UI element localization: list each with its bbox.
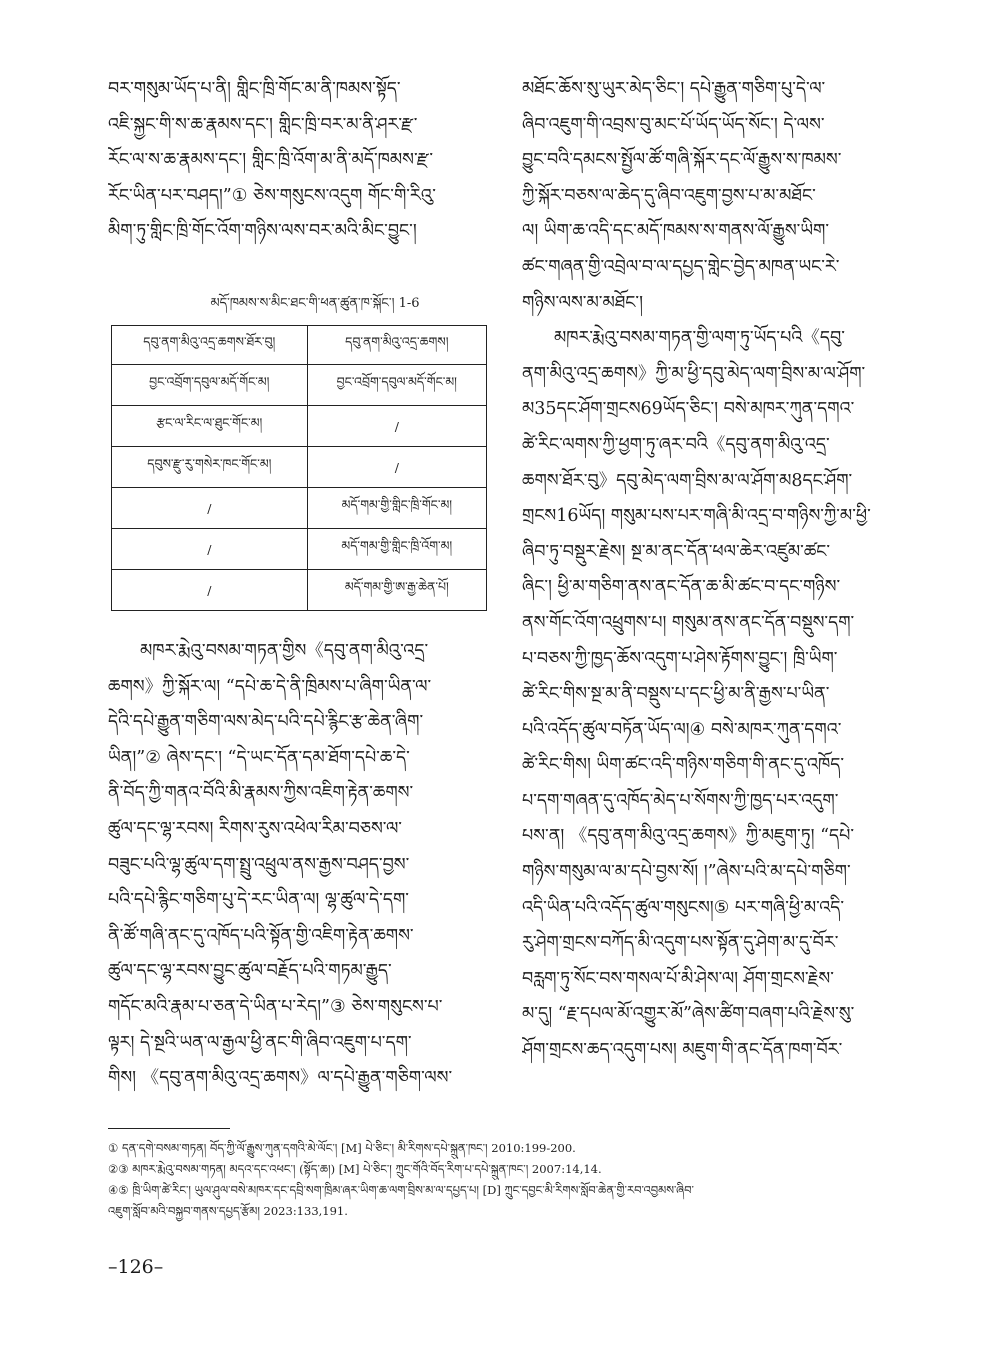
body-text-line: མཁར་རྨེའུ་བསམ་གཏན་གྱི་ལག་ཏུ་ཡོད་པའི《དབུ་	[554, 328, 845, 349]
footnote-line: ① དན་དགེ་བསམ་གཏན། བོད་ཀྱི་ལོ་རྒྱུས་ཀུན་དགའི་མེ་ལོང་། [M] པེ་ཅིང་། མི་རིགས་དཔེ་སྐྲུན་ཁང་། 2010:199-200.	[108, 1141, 576, 1155]
table-header-row	[112, 326, 487, 365]
body-text-line: མ་དུ། “རྗ་དཔལ་མོ་འགྱུར་མོ”ཞེས་ཚིག་བཞག་པའི་རྗེས་སུ་	[522, 1004, 855, 1025]
footnote-divider	[108, 1128, 230, 1129]
table-cell: /	[112, 570, 308, 611]
footnote-line: ②③ མཁར་རྨེའུ་བསམ་གཏན། མདའ་དང་འཕང་། (སྟོད་ཆ།) [M] པེ་ཅིང་། ཀྲུང་གོའི་བོད་རིག་པ་དཔེ་སྐྲུན་ཁང་། 2007:14,14.	[108, 1162, 602, 1176]
table-cell: དབུས་རྫུ་རུ་གསེར་ཁང་གོང་མ།	[112, 447, 308, 488]
left-column-bottom	[108, 634, 498, 1097]
body-text-line: མིག་ཏུ་གླིང་ཁྲི་གོང་འོག་གཉིས་ལས་བར་མའི་མིང་བྱུང་།	[108, 221, 417, 242]
right-column	[522, 72, 906, 1069]
body-text-line: རོང་ལ་ས་ཆ་རྣམས་དང་། གླིང་ཁྲི་འོག་མ་ནི་མདོ་ཁམས་རྫ་	[108, 150, 434, 171]
body-text-line: ཚང་གཞན་གྱི་འབྲེལ་བ་ལ་དཔྱད་གླེང་བྱེད་མཁན་ཡང་རེ་	[522, 256, 840, 277]
body-text-line: གདོང་མའི་རྣམ་པ་ཅན་དེ་ཡིན་པ་རེད།”③ ཅེས་གསུངས་པ་	[108, 996, 443, 1017]
body-text-line: ནི་བོད་ཀྱི་གནའ་བོའི་མི་རྣམས་ཀྱིས་འཇིག་རྟེན་ཆགས་	[108, 783, 414, 804]
table-row	[112, 406, 487, 447]
body-text-line: ལ། ཡིག་ཆ་འདི་དང་མདོ་ཁམས་ས་གནས་ལོ་རྒྱུས་ཡིག་	[522, 221, 830, 242]
footnote-line: འཇུག་སློབ་མའི་བསྐྱབ་གནས་དཔྱད་རྩོམ། 2023:133,191.	[108, 1204, 348, 1218]
body-text-line: ཚུལ་དང་ལྷ་རབས། རིགས་རུས་འཕེལ་རིམ་བཅས་ལ་	[108, 818, 402, 839]
table-row	[112, 365, 487, 406]
body-text-line: པ་བཅས་ཀྱི་ཁྱད་ཆོས་འདུག་པ་ཤེས་རྟོགས་བྱུང་། ཁྲི་ཡིག་	[522, 648, 838, 669]
body-text-line: ཆགས་ཐོར་བུ》དབུ་མེད་ལག་བྲིས་མ་ལ་ཤོག་མ8དང་ཤོག་	[522, 470, 853, 491]
body-text-line: དེའི་དཔེ་རྒྱུན་གཅིག་ལས་མེད་པའི་དཔེ་རྙིང་རྩ་ཆེན་ཞིག་	[108, 712, 424, 733]
body-text-line: གིས། 《དབུ་ནག་མིའུ་འདྲ་ཆགས》ལ་དཔེ་རྒྱུན་གཅིག་ལས་	[108, 1068, 453, 1089]
body-text-line: མ35དང་ཤོག་གྲངས69ཡོད་ཅིང་། བསེ་མཁར་ཀུན་དགའ་	[522, 399, 855, 420]
body-text-line: ཚེ་རིང་ལགས་ཀྱི་ཕྱག་ཏུ་ཞར་བའི《དབུ་ནག་མིའུ་འདྲ་	[522, 434, 830, 455]
body-text-line: མཐོང་ཆོས་སུ་ཡུར་མེད་ཅིང་། དཔེ་རྒྱུན་གཅིག་པུ་དེ་ལ་	[522, 79, 826, 99]
body-text-line: མཁར་རྨེའུ་བསམ་གཏན་གྱིས《དབུ་ནག་མིའུ་འདྲ་	[140, 641, 429, 661]
body-text-line: པའི་དཔེ་རྙིང་གཅིག་པུ་དེ་རང་ཡིན་ལ། ལྷ་ཚུལ་དེ་དག་	[108, 890, 409, 911]
table-cell: མདོ་གམ་གྱི་ཨ་རྒྱ་ཆེན་པོ།	[307, 570, 486, 611]
table-cell: /	[112, 488, 308, 529]
body-text-line: བྱུང་བའི་དམངས་སྤྱོལ་ཚོ་གཞི་སྐོར་དང་ལོ་རྒྱུས་ས་ཁམས་	[522, 150, 842, 171]
body-text-line: ཚེ་རིང་གིས་སྔ་མ་ནི་བསྡུས་པ་དང་ཕྱི་མ་ནི་རྒྱས་པ་ཡིན་	[522, 684, 830, 705]
body-text-line: ནི་ཚོ་གཞི་ནང་དུ་འཁོད་པའི་སྟོན་གྱི་འཇིག་རྟེན་ཆགས་	[108, 925, 414, 946]
body-text-line: ཚེ་རིང་གིས། ཡིག་ཚང་འདི་གཉིས་གཅིག་གི་ནང་དུ་འཁོད་	[522, 755, 845, 776]
body-text-line: ཞིབ་ཏུ་བསྡུར་རྗེས། སྔ་མ་ནང་དོན་ཕལ་ཆེར་འཛུམ་ཚང་	[522, 541, 831, 562]
body-text-line: ཡིན།”② ཞེས་དང་། “དེ་ཡང་དོན་དམ་ཐོག་དཔེ་ཆ་དེ་	[108, 747, 410, 768]
body-text-line: པའི་འདོད་ཚུལ་བཏོན་ཡོད་ལ།④ བསེ་མཁར་ཀུན་དགའ་	[522, 719, 842, 740]
comparison-table	[111, 325, 487, 611]
body-text-line: འཇི་སྐྱང་གི་ས་ཆ་རྣམས་དང་། གླིང་ཁྲི་བར་མ་ནི་ཤར་རྫ་	[108, 114, 418, 135]
body-text-line: ཞིབ་འཇུག་གི་འབྲས་བུ་མང་པོ་ཡོད་ཡོད་སོང་། དེ་ལས་	[522, 114, 825, 135]
table-cell: རྩང་ལ་རིང་ལ་ཐུང་གོང་མ།	[112, 406, 308, 447]
body-text-line: བར་གསུམ་ཡོད་པ་ནི། གླིང་ཁྲི་གོང་མ་ནི་ཁམས་སྟོད་	[108, 79, 401, 99]
body-text-line: གཉིས་གསུམ་ལ་མ་དཔེ་བྱས་སོ། །”ཞེས་པའི་མ་དཔེ་གཅིག་	[522, 862, 851, 883]
table-cell: /	[307, 406, 486, 447]
body-text-line: པ་དག་གཞན་དུ་འཁོད་མེད་པ་སོགས་ཀྱི་ཁྱད་པར་འདུག་	[522, 790, 839, 811]
body-text-line: ནག་མིའུ་འདྲ་ཆགས》ཀྱི་མ་ཕྱི་དབུ་མེད་ལག་བྲིས་མ་ལ་ཤོག་	[522, 363, 866, 384]
page-number: –126–	[108, 1256, 164, 1278]
body-text-line: ཚུལ་དང་ལྷ་རབས་བྱུང་ཚུལ་བརྗོད་པའི་གཏམ་རྒྱུད་	[108, 961, 392, 982]
table-cell: བྱང་འབྲོག་དབུལ་མདོ་གོང་མ།	[307, 365, 486, 406]
table-cell: མདོ་གམ་གྱི་གླིང་ཁྲི་འོག་མ།	[307, 529, 486, 570]
body-text-line: ཞིང་། ཕྱི་མ་གཅིག་ནས་ནང་དོན་ཆ་མི་ཚང་བ་དང་གཉིས་	[522, 577, 841, 598]
body-text-line: གཉིས་ལས་མ་མཐོང་།	[522, 292, 643, 313]
body-text-line: ཤོག་གྲངས་ཆད་འདུག་པས། མཇུག་གི་ནང་དོན་ཁག་བོར་	[522, 1040, 843, 1061]
body-text-line: བརླག་ཏུ་སོང་བས་གསལ་པོ་མི་ཤེས་ལ། ཤོག་གྲངས་རྗེས་	[522, 968, 834, 989]
table-cell: /	[307, 447, 486, 488]
table-caption: མདོ་ཁམས་ས་མིང་ཐང་གི་ཕན་ཚུན་ཁ་སྐོང་། 1-6	[210, 296, 420, 311]
table-row	[112, 570, 487, 611]
body-text-line: བཟུང་པའི་ལྷ་ཚུལ་དག་སྤྲུ་འཕྲུལ་ནས་རྒྱས་བཤད་བྱས་	[108, 854, 410, 875]
table-cell: མདོ་གམ་གྱི་གླིང་ཁྲི་གོང་མ།	[307, 488, 486, 529]
body-text-line: རོང་ཡིན་པར་བཤད།”① ཅེས་གསུངས་འདུག གོང་གི་རིའུ་	[108, 185, 436, 206]
body-text-line: ནས་གོང་འོག་འཕྲུགས་པ། གསུམ་ནས་ནང་དོན་བསྡུས་དག་	[522, 612, 855, 633]
footnote-line: ④⑤ ཁྲི་ཡིག་ཚེ་རིང་། ཡུལ་ཤུལ་བསེ་མཁར་དང་དབྲི་སག་ཁྲིམ་ཞར་ཡིག་ཆ་ལག་བྲིས་མ་ལ་དཔྱད་པ། [D] ཀྲུང་དབྱང་མི་རིགས་སློབ་ཆེན་གྱི་རབ་འབྱམས་ཞིབ་	[108, 1183, 694, 1197]
body-text-line: འདི་ཡིན་པའི་འདོད་ཚུལ་གསུངས།⑤ པར་གཞི་ཕྱི་མ་འདི་	[522, 897, 845, 918]
body-text-line: རུ་ཤེག་གྲངས་བཀོད་མི་འདུག་པས་སྟོན་དུ་ཤེག་མ་དུ་བོར་	[522, 933, 839, 954]
footnotes	[108, 1138, 908, 1222]
table-row	[112, 529, 487, 570]
body-text-line: པས་ན། 《དབུ་ནག་མིའུ་འདྲ་ཆགས》ཀྱི་མཇུག་ཏུ། “དཔེ་	[522, 826, 855, 847]
table-cell: བྱང་འབྲོག་དབུལ་མདོ་གོང་མ།	[112, 365, 308, 406]
table-row	[112, 447, 487, 488]
table-cell: /	[112, 529, 308, 570]
body-text-line: གྲངས16ཡོད། གསུམ་པས་པར་གཞི་མི་འདྲ་བ་གཉིས་ཀྱི་མ་ཕྱི་	[522, 506, 871, 527]
body-text-line: ཀྱི་སྐོར་བཅས་ལ་ཆེད་དུ་ཞིབ་འཇུག་བྱས་པ་མ་མཐོང་	[522, 185, 816, 206]
table-header-cell: དབུ་ནག་མིའུ་འདྲ་ཆགས།	[307, 326, 486, 365]
body-text-line: ཆགས》ཀྱི་སྐོར་ལ། “དཔེ་ཆ་དེ་ནི་ཁྲིམས་པ་ཞིག་ཡིན་ལ་	[108, 676, 432, 697]
left-column-top	[108, 72, 498, 250]
body-text-line: ལྟར། དེ་སྔའི་ཡན་ལ་རྒྱལ་ཕྱི་ནང་གི་ཞིབ་འཇུག་པ་དག་	[108, 1032, 412, 1053]
table-row	[112, 488, 487, 529]
table-header-cell: དབུ་ནག་མིའུ་འདྲ་ཆགས་ཐོར་བུ།	[112, 326, 308, 365]
